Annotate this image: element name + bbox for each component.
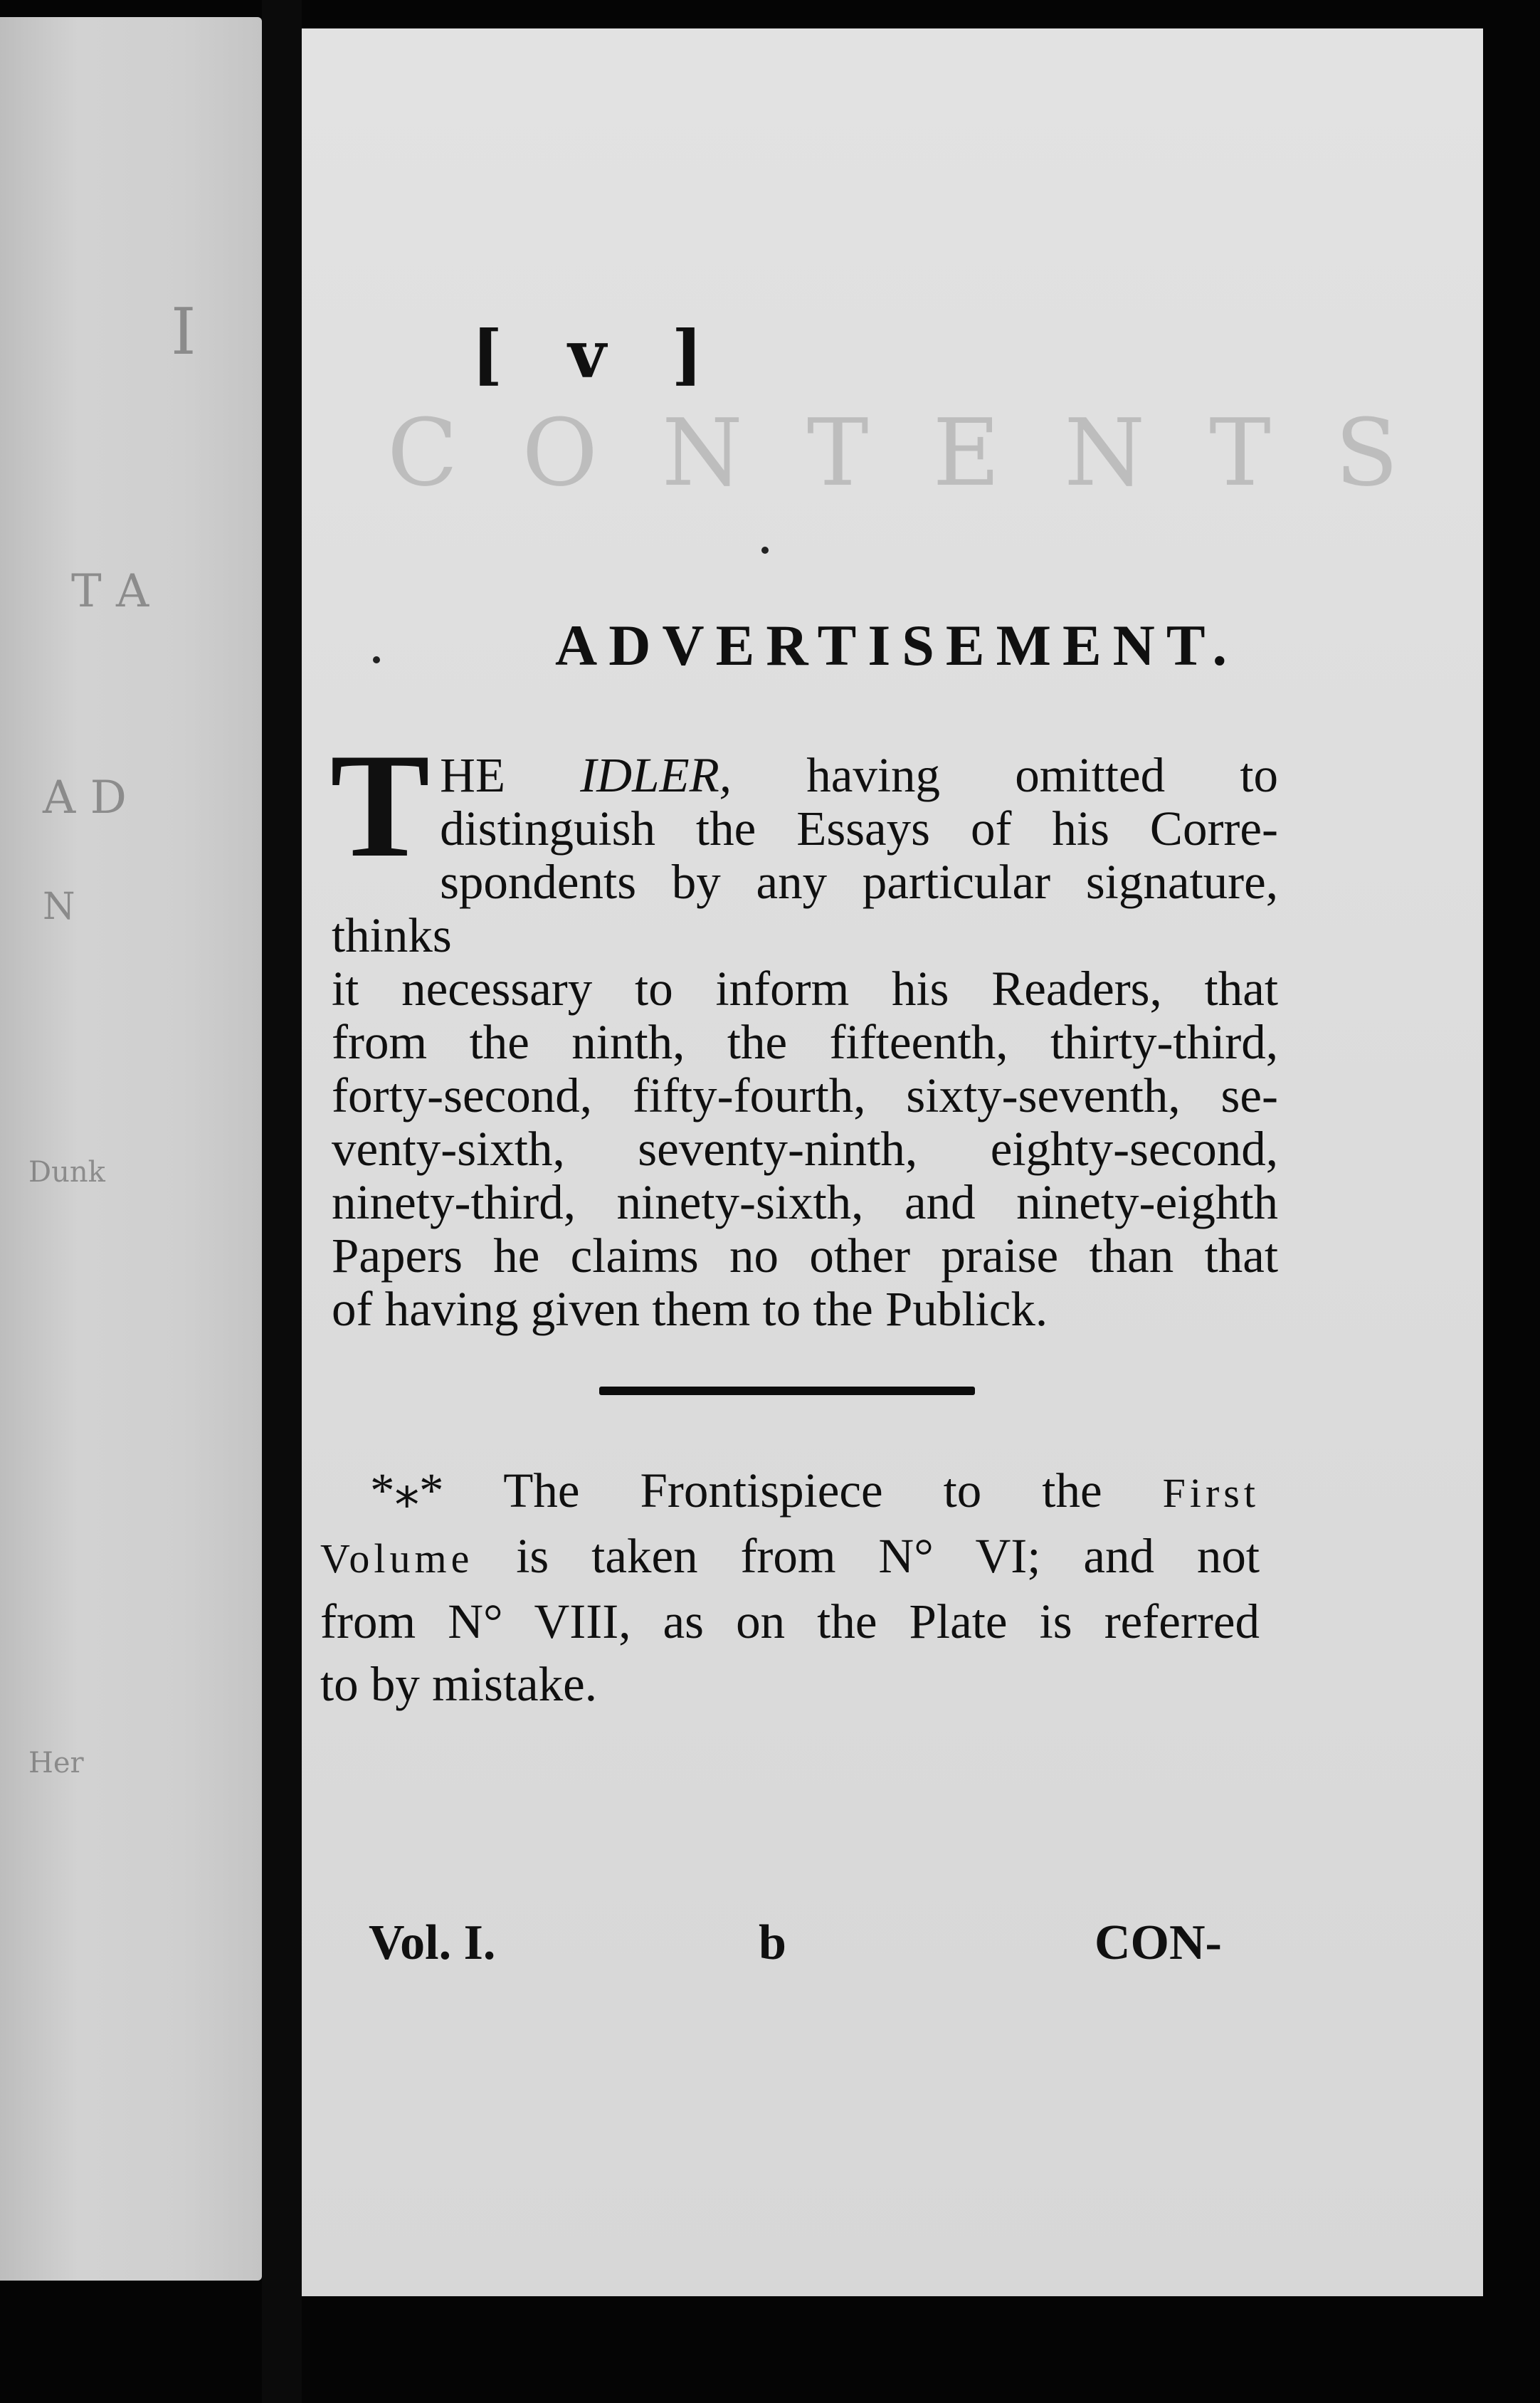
- frontispiece-note: [320, 1459, 1260, 1715]
- signature-mark: b: [759, 1915, 786, 1970]
- bleed-through-text: Her: [28, 1747, 84, 1779]
- idler-title: IDLER,: [580, 748, 732, 802]
- ink-speck: [761, 547, 769, 554]
- book-gutter: [262, 0, 302, 2403]
- section-heading: ADVERTISEMENT.: [555, 613, 1238, 678]
- bleed-through-text: A D: [43, 772, 127, 824]
- horizontal-rule: [599, 1387, 975, 1395]
- text-line: *⁎* The Frontispiece to the First: [370, 1463, 1260, 1518]
- bleed-through-text: Dunk: [28, 1156, 105, 1189]
- text-line: venty-sixth, seventy-ninth, eighty-second,: [332, 1122, 1278, 1176]
- bleed-through-text: N: [43, 885, 75, 928]
- page-number: [ v ]: [471, 316, 724, 393]
- text-line: from N° VIII, as on the Plate is referred: [320, 1594, 1260, 1649]
- volume-mark: Vol. I.: [369, 1915, 496, 1970]
- text-line: from the ninth, the fifteenth, thirty-third,: [332, 1015, 1278, 1069]
- text-line: ninety-third, ninety-sixth, and ninety-eighth: [332, 1175, 1278, 1229]
- ink-speck: [373, 656, 380, 663]
- bleed-through-text: I: [171, 295, 196, 369]
- facing-page-edge: [0, 17, 262, 2281]
- text-line: Papers he claims no other praise than that: [332, 1229, 1278, 1283]
- text-line: HE IDLER, having omitted to: [440, 748, 1278, 802]
- text-line: of having given them to the Publick.: [332, 1282, 1048, 1336]
- show-through-text: CONTENTS: [387, 399, 1462, 507]
- text-line: Volume is taken from N° VI; and not: [320, 1529, 1260, 1583]
- catchword: CON-: [1095, 1915, 1222, 1970]
- text-line: distinguish the Essays of his Corre-: [440, 801, 1278, 856]
- drop-cap: T: [330, 723, 431, 888]
- text-line: forty-second, fifty-fourth, sixty-seventh, se-: [332, 1068, 1278, 1122]
- advertisement-body: [330, 723, 1278, 1336]
- bleed-through-text: T A: [71, 565, 149, 618]
- text-line: to by mistake.: [320, 1657, 598, 1711]
- text-line: spondents by any particular signature, thinks: [332, 855, 1278, 962]
- asterism: *⁎*: [370, 1463, 444, 1518]
- text-line: it necessary to inform his Readers, that: [332, 962, 1278, 1016]
